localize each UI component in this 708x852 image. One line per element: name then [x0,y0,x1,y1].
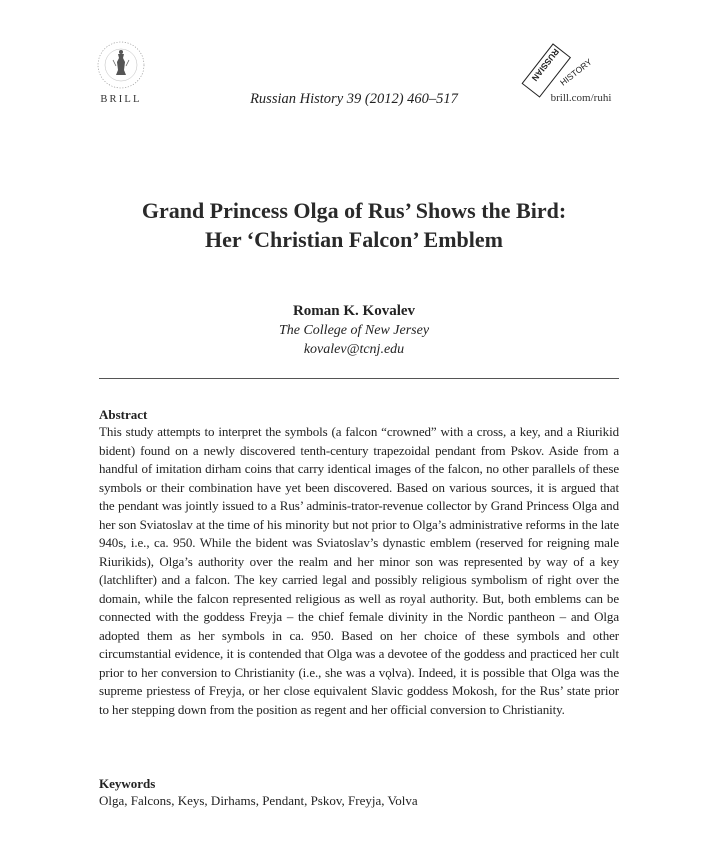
article-title-line1: Grand Princess Olga of Rus’ Shows the Bird: [141,198,567,223]
keywords-heading: Keywords [99,776,156,791]
russian-history-logo-icon [529,40,621,90]
journal-logo-word-history: HISTORY [558,56,594,88]
keywords-section [99,775,619,810]
publisher-name: BRILL [100,94,142,105]
abstract-body: This study attempts to interpret the symbols (a falcon “crowned” with a cross, a key, and a Riurikid bident) found on a newly discovered tenth-century trapezoidal pendant from Pskov. Aside from a handful of imitation dirham coins that carry identical images of the falcon, no other parallels of these symbols or their combination have yet been discovered. Based on various sources, it is argued that the pendant was jointly issued to a Rus’ adminis-trator-revenue collector by Grand Princess Olga and her son Sviatoslav at the time of his minority but not prior to Olga’s administrative reforms in the late 940s, i.e., ca. 950. While the bident was Sviatoslav’s dynastic emblem (reserved for reigning male Riurikids), Olga’s authority over the realm and her minor son was represented by way of a key (latchlifter) and a falcon. The key carried legal and possibly religious symbolism of right over the domain, while the falcon represented religious as well as royal authority. But, both emblems can be connected with the goddess Freyja – the chief female divinity in the Nordic pantheon – and Olga adopted them as her symbols in ca. 950. Based on her choice of these symbols and other circumstantial evidence, it is contended that Olga was a devotee of the goddess and practiced her cult prior to her conversion to Christianity (i.e., she was a vǫlva). Indeed, it is possible that Olga was the supreme priestess of Freyja, or her close equivalent Slavic goddess Mokosh, for the Rus’ state prior to her stepping down from the position as regent and her official conversion to Christianity. [99,424,619,717]
page-header [0,40,708,112]
keywords-list: Olga, Falcons, Keys, Dirhams, Pendant, Pskov, Freyja, Volva [99,793,418,808]
journal-logo-word-russian: RUSSIAN [529,46,562,84]
separator-rule [99,378,619,379]
article-title-line2: Her ‘Christian Falcon’ Emblem [205,227,503,252]
brill-logo-icon [96,40,146,90]
author-block [0,301,708,359]
journal-citation: Russian History 39 (2012) 460–517 [250,91,458,107]
russian-history-block [529,40,626,104]
abstract-heading: Abstract [99,407,148,422]
author-email: kovalev@tcnj.edu [303,342,405,357]
journal-url: brill.com/ruhi [550,92,612,104]
article-title [0,196,708,254]
author-name: Roman K. Kovalev [292,303,416,319]
author-affiliation: The College of New Jersey [278,323,430,338]
abstract-section [99,406,619,719]
